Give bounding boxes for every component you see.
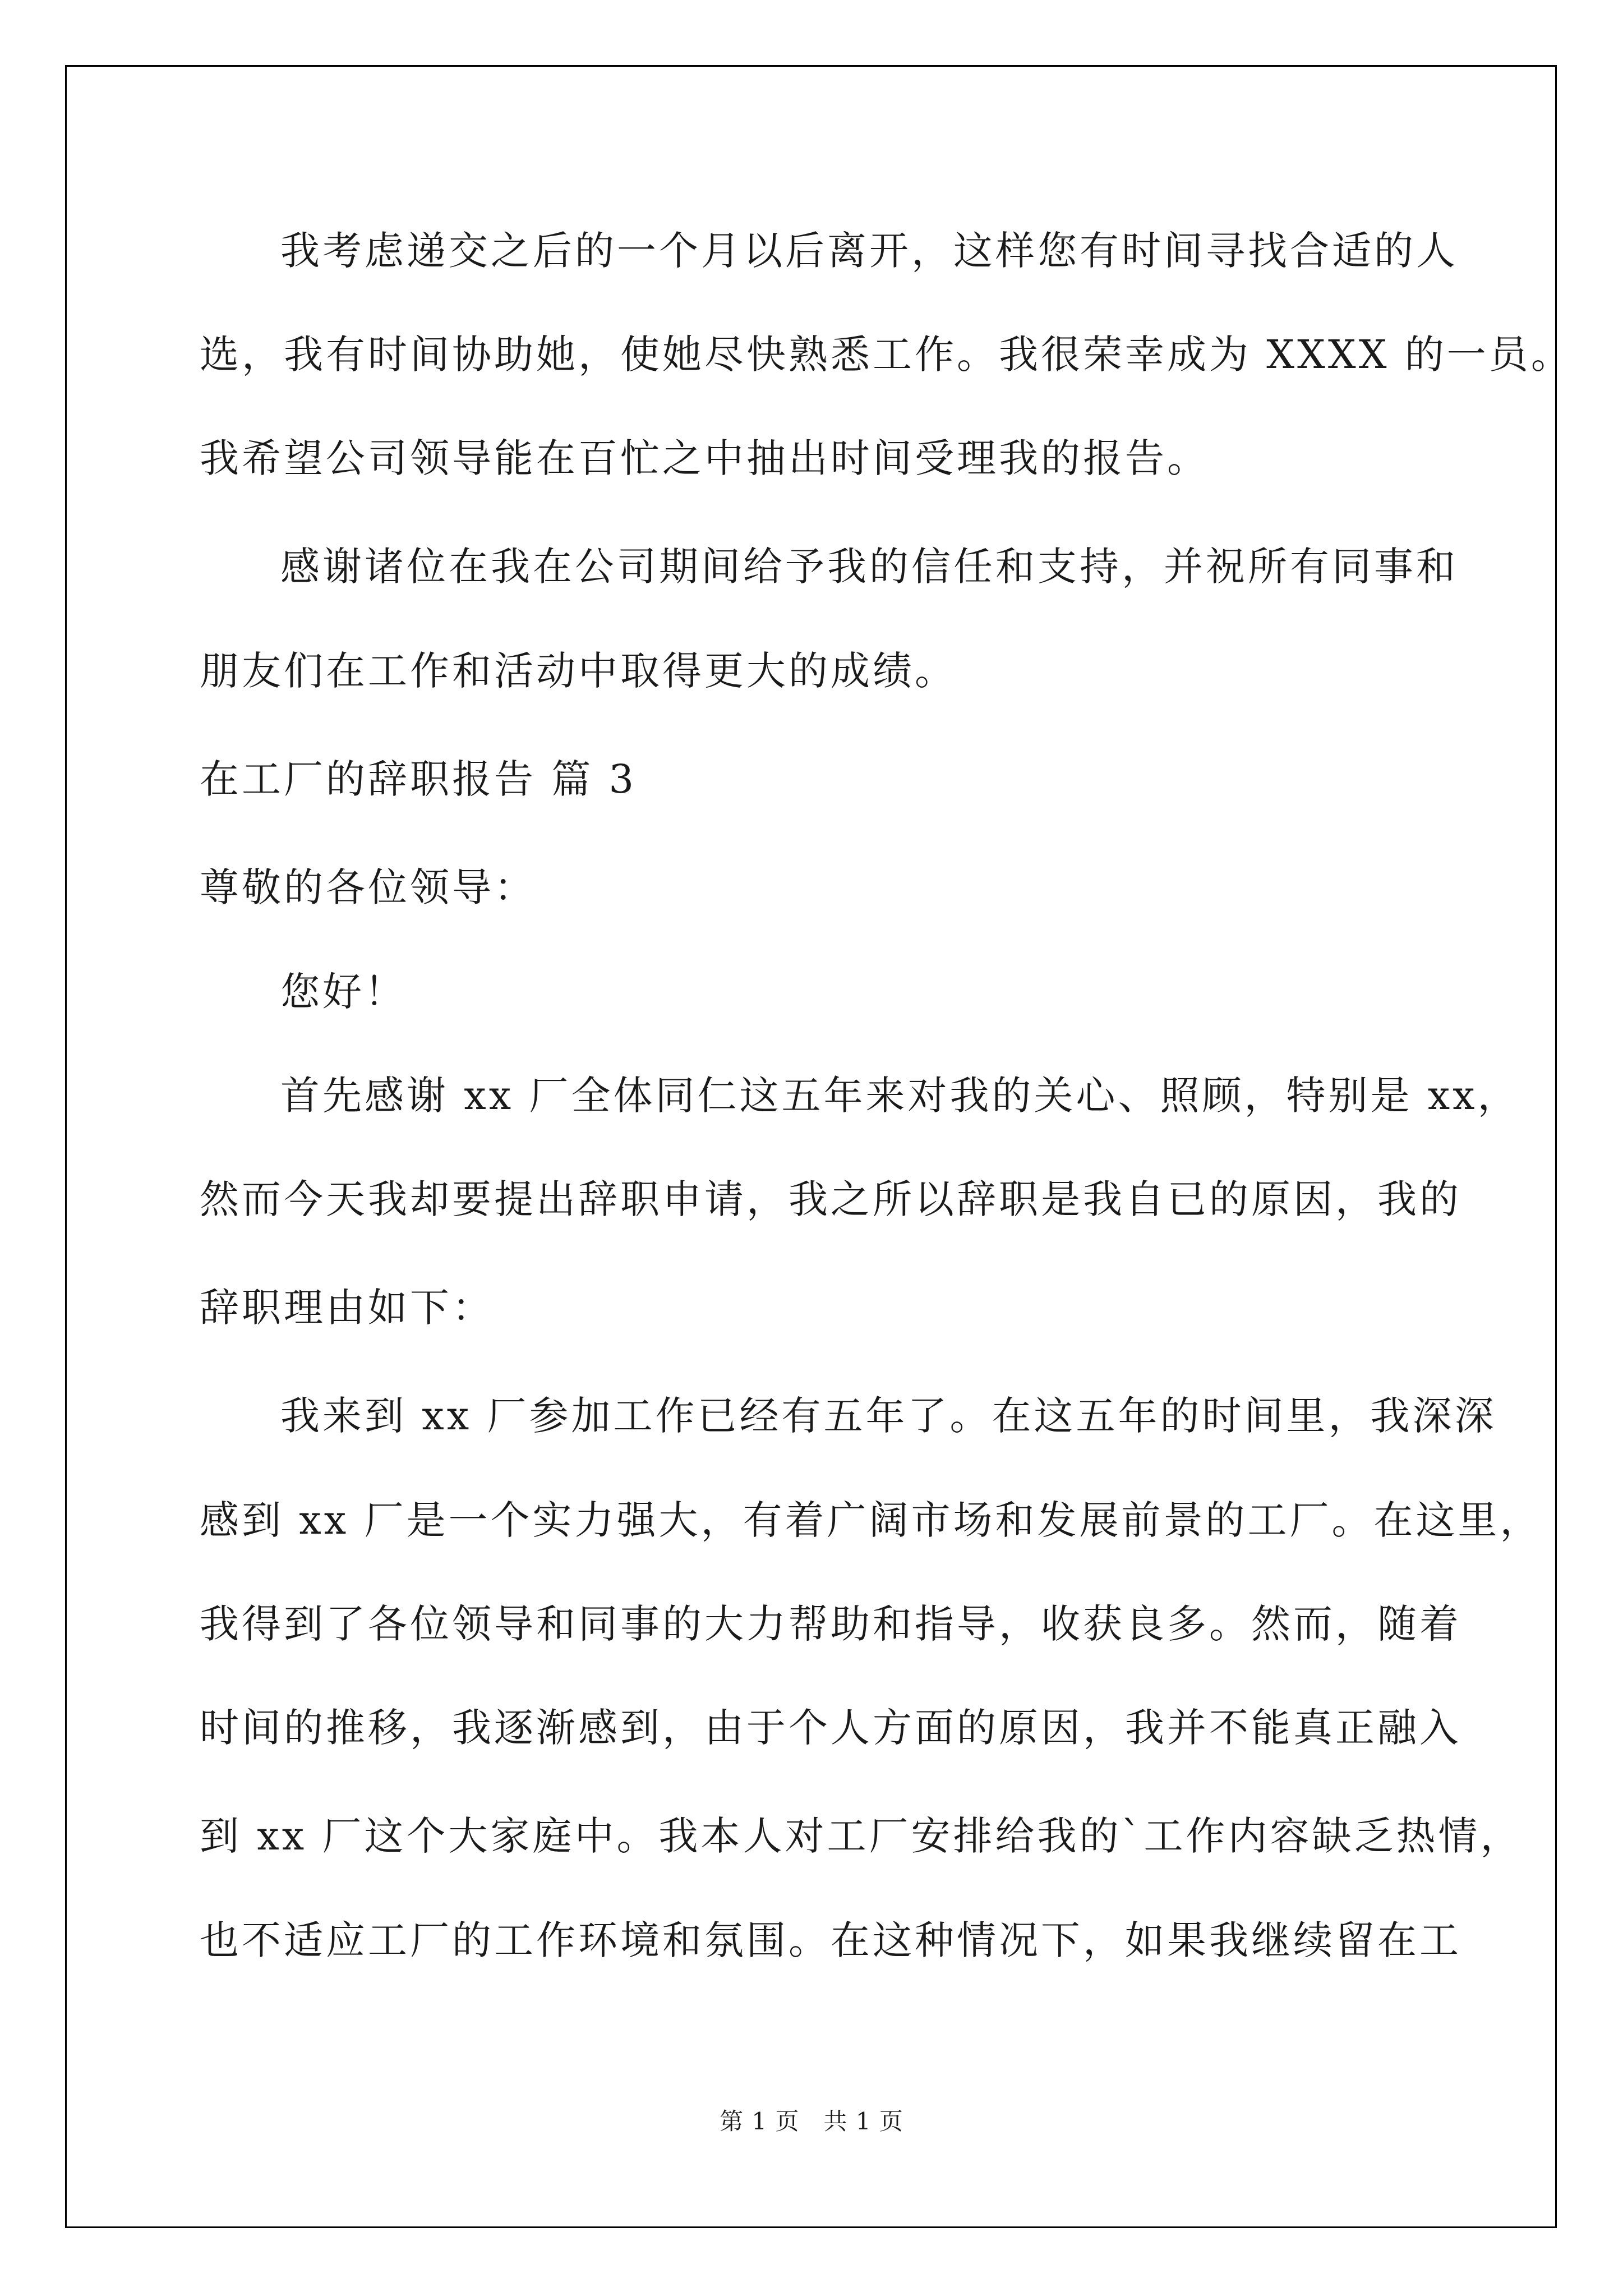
greeting: 您好！ bbox=[280, 969, 407, 1015]
paragraph-line: 辞职理由如下： bbox=[200, 1285, 494, 1331]
paragraph-line: 我考虑递交之后的一个月以后离开，这样您有时间寻找合适的人 bbox=[280, 228, 1458, 274]
paragraph-line: 朋友们在工作和活动中取得更大的成绩。 bbox=[200, 648, 957, 694]
page-border bbox=[65, 65, 1557, 2228]
salutation: 尊敬的各位领导： bbox=[200, 864, 536, 910]
paragraph-line: 感谢诸位在我在公司期间给予我的信任和支持，并祝所有同事和 bbox=[280, 544, 1458, 590]
paragraph-line: 然而今天我却要提出辞职申请，我之所以辞职是我自已的原因，我的 bbox=[200, 1176, 1461, 1222]
page-number-footer: 第 1 页 共 1 页 bbox=[720, 2108, 903, 2135]
paragraph-line: 也不适应工厂的工作环境和氛围。在这种情况下，如果我继续留在工 bbox=[200, 1917, 1461, 1963]
paragraph-line: 时间的推移，我逐渐感到，由于个人方面的原因，我并不能真正融入 bbox=[200, 1705, 1461, 1751]
paragraph-line: 我希望公司领导能在百忙之中抽出时间受理我的报告。 bbox=[200, 435, 1209, 481]
paragraph-line: 感到 xx 厂是一个实力强大，有着广阔市场和发展前景的工厂。在这里， bbox=[200, 1497, 1542, 1543]
paragraph-line: 首先感谢 xx 厂全体同仁这五年来对我的关心、照顾，特别是 xx， bbox=[280, 1073, 1520, 1119]
paragraph-line: 选，我有时间协助她，使她尽快熟悉工作。我很荣幸成为 XXXX 的一员。 bbox=[200, 332, 1573, 378]
paragraph-line: 我来到 xx 厂参加工作已经有五年了。在这五年的时间里，我深深 bbox=[280, 1393, 1497, 1439]
paragraph-line: 到 xx 厂这个大家庭中。我本人对工厂安排给我的`工作内容缺乏热情， bbox=[200, 1813, 1523, 1859]
section-heading: 在工厂的辞职报告 篇 3 bbox=[200, 756, 637, 802]
paragraph-line: 我得到了各位领导和同事的大力帮助和指导，收获良多。然而，随着 bbox=[200, 1601, 1461, 1647]
